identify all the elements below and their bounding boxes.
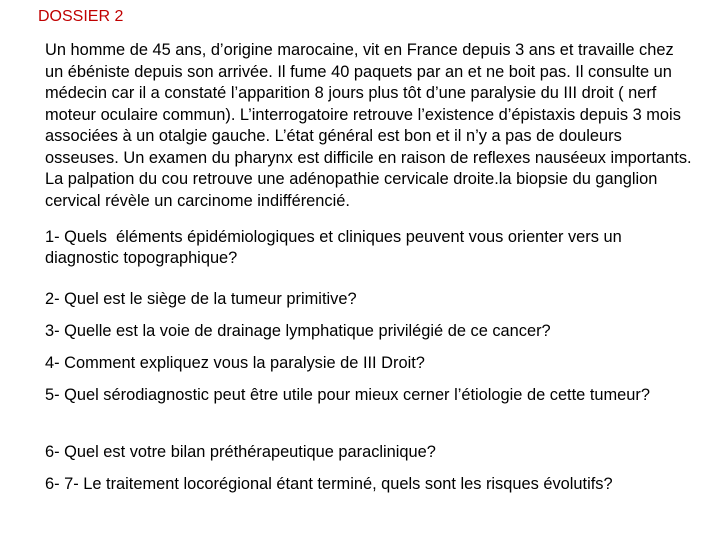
question-item: 4- Comment expliquez vous la paralysie de III Droit? (45, 354, 425, 372)
clinical-case-text: Un homme de 45 ans, d’origine marocaine, vit en France depuis 3 ans et travaille chez un ébéniste depuis son arrivée. Il fume 40 paquets par an et ne boit pas. Il consulte un médecin car il a constaté l’apparition 8 jours plus tôt d’une paralysie du III droit ( nerf moteur oculaire commun). L’interrogatoire retrouve l’existence d’épistaxis depuis 3 mois associées à un otalgie gauche. L’état général est bon et il n’y a pas de douleurs osseuses. Un examen du pharynx est difficile en raison de reflexes nauséeux importants. La palpation du cou retrouve une adénopathie cervicale droite.la biopsie du ganglion cervical révèle un carcinome indifférencié. (45, 41, 692, 210)
question-item: 2- Quel est le siège de la tumeur primitive? (45, 290, 357, 308)
question-item: 6- Quel est votre bilan préthérapeutique paraclinique? (45, 443, 436, 461)
question-list (45, 227, 695, 496)
question-item: 1- Quels éléments épidémiologiques et cliniques peuvent vous orienter vers un diagnostic topographique? (45, 228, 627, 267)
question-item: 6- 7- Le traitement locorégional étant terminé, quels sont les risques évolutifs? (45, 475, 613, 493)
question-item: 3- Quelle est la voie de drainage lymphatique privilégié de ce cancer? (45, 322, 551, 340)
question-item: 5- Quel sérodiagnostic peut être utile pour mieux cerner l’étiologie de cette tumeur? (45, 386, 650, 404)
dossier-title: DOSSIER 2 (38, 8, 124, 25)
